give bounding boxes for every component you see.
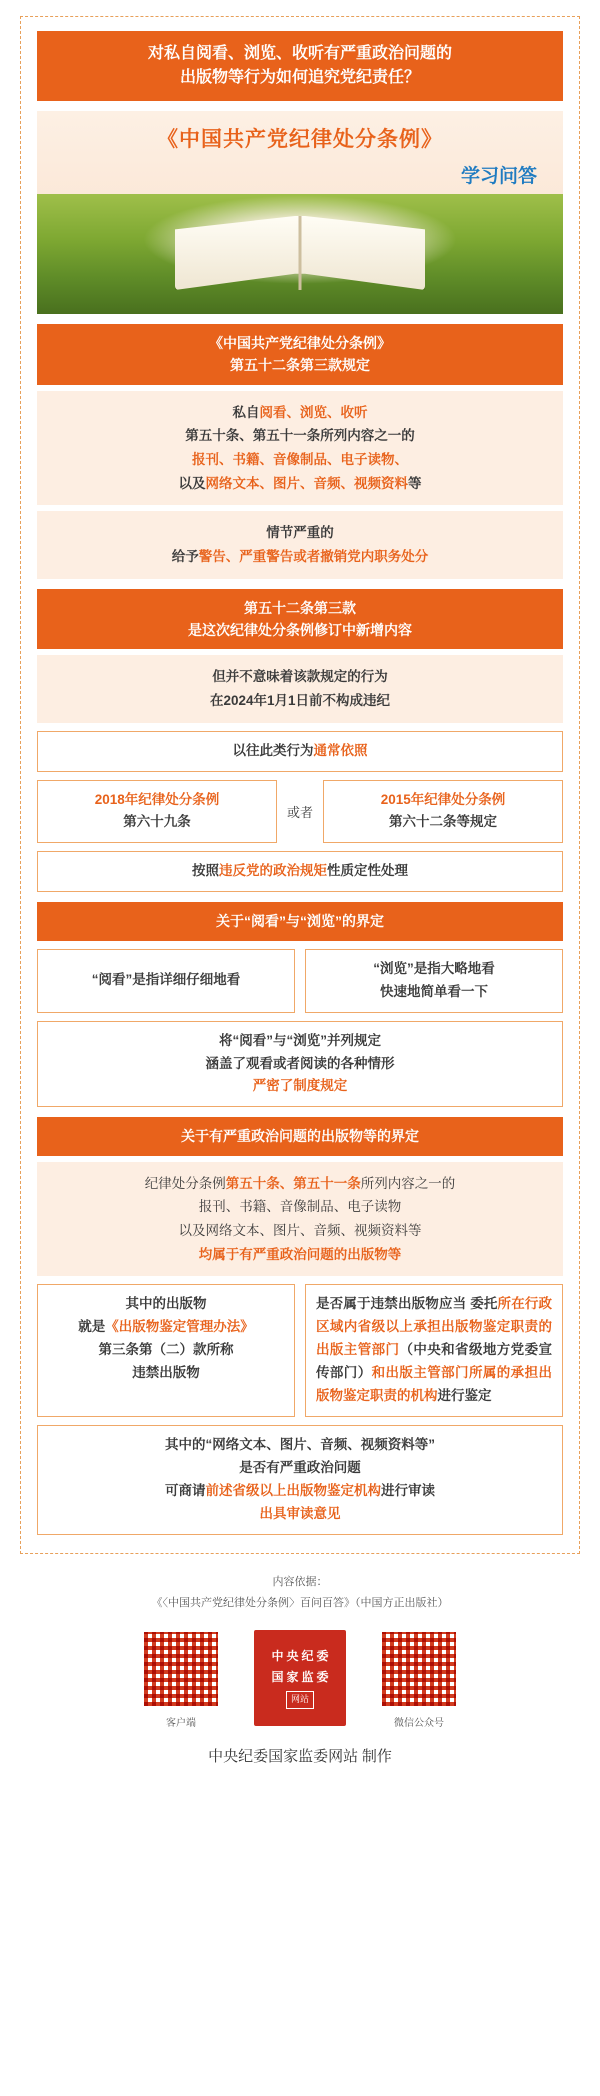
section-2-bar-line-2: 是这次纪律处分条例修订中新增内容 <box>188 621 412 638</box>
s1-p2-l2-pre: 给予 <box>171 548 199 564</box>
review-l3-post: 进行审读 <box>381 1482 435 1498</box>
definition-yuekan-box <box>37 949 295 1013</box>
regulation-title: 《中国共产党纪律处分条例》 <box>157 127 443 151</box>
review-line-4: 出具审读意见 <box>259 1505 341 1521</box>
section-1-bar-line-1: 《中国共产党纪律处分条例》 <box>209 335 391 351</box>
regulation-2018-box <box>37 780 277 844</box>
s2-panel-line-2: 在2024年1月1日前不构成违纪 <box>209 692 391 708</box>
section-2-bar <box>37 589 563 650</box>
section-2-alternatives <box>37 780 563 844</box>
s4-bar-pre: 关于有严重政治问题的出版物 <box>181 1128 363 1145</box>
hero-block <box>37 111 563 314</box>
series-subtitle: 学习问答 <box>460 166 537 187</box>
s1-p1-l1-highlight: 阅看、浏览、收听 <box>259 404 368 420</box>
source-label: 内容依据： <box>272 1575 328 1588</box>
section-1-panel-1 <box>37 391 563 506</box>
s4-panel-line-1 <box>49 1172 551 1196</box>
reg-2015-line-2: 第六十二条等规定 <box>389 814 498 830</box>
s4-panel-line-2: 报刊、书籍、音像制品、电子读物 <box>198 1199 402 1215</box>
source-text: 《〈中国共产党纪律处分条例〉百问百答》（中国方正出版社） <box>151 1596 449 1609</box>
pub-def-l2-highlight: 《出版物鉴定管理办法》 <box>105 1319 254 1335</box>
source-footnote <box>20 1572 580 1614</box>
appraisal-l2-highlight: 所在行政区域内省级以上承担出版物鉴定职责的出版主管部门 <box>316 1296 553 1358</box>
qr-code-app-icon[interactable] <box>142 1630 220 1708</box>
qr-wechat-label: 微信公众号 <box>394 1717 444 1729</box>
s1-p1-line-4 <box>49 472 551 496</box>
section-2-box-2 <box>37 851 563 892</box>
definition-liulan-line-1: “浏览”是指大略地看 <box>373 960 495 976</box>
reg-2015-line-1: 2015年纪律处分条例 <box>380 791 506 807</box>
pub-def-line-4: 违禁出版物 <box>132 1365 200 1381</box>
section-3-summary-box <box>37 1021 563 1108</box>
s2-box2-post: 性质定性处理 <box>327 863 408 879</box>
pub-def-line-2 <box>78 1316 254 1339</box>
review-line-1: 其中的“网络文本、图片、音频、视频资料等” <box>165 1436 435 1452</box>
qr-app-label: 客户端 <box>166 1717 196 1729</box>
s1-p1-l4-highlight: 网络文本、图片、音频、视频资料 <box>205 475 408 491</box>
section-3-bar: 关于“阅看”与“浏览”的界定 <box>37 902 563 940</box>
title-line-1: 对私自阅看、浏览、收听有严重政治问题的 <box>147 45 452 62</box>
s3-summary-line-1: 将“阅看”与“浏览”并列规定 <box>219 1032 381 1048</box>
s2-box2-pre: 按照 <box>192 863 219 879</box>
appraisal-line-3: 进行鉴定 <box>437 1388 492 1404</box>
title-line-2: 出版物等行为如何追究党纪责任？ <box>179 69 420 86</box>
s1-p1-line-3: 报刊、书籍、音像制品、电子读物、 <box>192 452 408 468</box>
open-book-photo <box>37 194 563 314</box>
maker-credit: 中央纪委国家监委网站 制作 <box>208 1748 392 1765</box>
appraisal-wrap <box>316 1293 552 1408</box>
appraisal-l2-mid: （中央和省级地方党委宣传部门） <box>316 1342 552 1381</box>
s1-p1-l4-pre: 以及 <box>178 475 206 491</box>
s2-box1-highlight: 通常依照 <box>313 742 368 758</box>
dashed-frame <box>20 16 580 1554</box>
section-1-bar-line-2: 第五十二条第三款规定 <box>230 357 370 374</box>
official-seal <box>254 1630 346 1726</box>
s1-p1-l1-pre: 私自 <box>232 404 260 420</box>
section-1-bar <box>37 324 563 385</box>
or-label: 或者 <box>287 804 314 820</box>
seal-line-1: 中 央 纪 委 <box>271 1649 329 1664</box>
section-2-box-1 <box>37 731 563 772</box>
seal-site-label: 网站 <box>286 1691 314 1708</box>
appraisal-l2-post: 和出版主管部门所属的承担出版物鉴定职责的机构 <box>316 1365 552 1404</box>
section-4-bar <box>37 1117 563 1155</box>
s4-panel-line-3: 以及网络文本、图片、音频、视频资料等 <box>178 1223 422 1239</box>
s1-p2-l2-highlight: 警告、严重警告或者撤销党内职务处分 <box>198 548 429 564</box>
s4-panel-line-4: 均属于有严重政治问题的出版物等 <box>198 1246 402 1262</box>
seal-line-2: 国 家 监 委 <box>271 1669 329 1684</box>
reg-2018-line-1: 2018年纪律处分条例 <box>94 791 220 807</box>
title-banner <box>37 31 563 101</box>
pub-def-wrap <box>78 1293 254 1385</box>
s1-p2-line-2 <box>49 545 551 569</box>
s3-summary-line-2: 涵盖了观看或者阅读的各种情形 <box>205 1055 395 1071</box>
review-l3-highlight: 前述省级以上出版物鉴定机构 <box>205 1482 381 1498</box>
s4-p-l1-highlight: 第五十条、第五十一条 <box>225 1175 361 1191</box>
s2-panel-line-1: 但并不意味着该款规定的行为 <box>212 669 388 685</box>
definition-liulan-line-2: 快速地简单看一下 <box>380 983 488 999</box>
section-2-bar-line-1: 第五十二条第三款 <box>244 599 356 616</box>
review-line-2: 是否有严重政治问题 <box>239 1459 361 1475</box>
s1-p1-line-2: 第五十条、第五十一条所列内容之一的 <box>185 428 415 444</box>
s1-p1-line-1 <box>49 401 551 425</box>
definition-liulan-wrap <box>373 958 495 1004</box>
section-2-panel <box>37 655 563 722</box>
qr-row <box>20 1630 580 1729</box>
appraisal-line-1: 是否属于违禁出版物应当 <box>316 1296 467 1312</box>
s1-p2-line-1: 情节严重的 <box>266 525 334 541</box>
qr-app-item <box>142 1630 220 1729</box>
qr-wechat-item <box>380 1630 458 1729</box>
section-4-detail-row <box>37 1284 563 1417</box>
pub-def-line-3: 第三条第（二）款所称 <box>98 1342 234 1358</box>
book-spine-icon <box>299 216 302 290</box>
section-3-definitions <box>37 949 563 1013</box>
s4-bar-highlight: 等 <box>363 1128 377 1145</box>
pub-def-line-1: 其中的出版物 <box>125 1296 207 1312</box>
pub-def-l2-pre: 就是 <box>78 1319 106 1335</box>
s2-box1-pre: 以往此类行为 <box>232 742 314 758</box>
s3-summary-line-3: 严密了制度规定 <box>252 1078 348 1094</box>
section-4-review-box <box>37 1425 563 1535</box>
reg-2018-line-2: 第六十九条 <box>123 814 191 830</box>
s4-bar-post: 的界定 <box>377 1128 419 1145</box>
review-line-3 <box>48 1480 552 1503</box>
s4-p-l1-post: 所列内容之一的 <box>360 1175 456 1191</box>
appraisal-authority-box <box>305 1284 563 1417</box>
appraisal-l2-pre: 委托 <box>470 1296 498 1312</box>
definition-yuekan-text: “阅看”是指详细仔细地看 <box>91 972 241 988</box>
section-1-panel-2 <box>37 511 563 578</box>
publication-definition-box <box>37 1284 295 1417</box>
regulation-2015-box <box>323 780 563 844</box>
review-l3-pre: 可商请 <box>165 1482 206 1498</box>
s2-box2-highlight: 违反党的政治规矩 <box>219 863 327 879</box>
section-4-panel <box>37 1162 563 1277</box>
s4-p-l1-pre: 纪律处分条例 <box>144 1175 226 1191</box>
s1-p1-l4-post: 等 <box>408 475 422 491</box>
qr-code-wechat-icon[interactable] <box>380 1630 458 1708</box>
definition-liulan-box <box>305 949 563 1013</box>
